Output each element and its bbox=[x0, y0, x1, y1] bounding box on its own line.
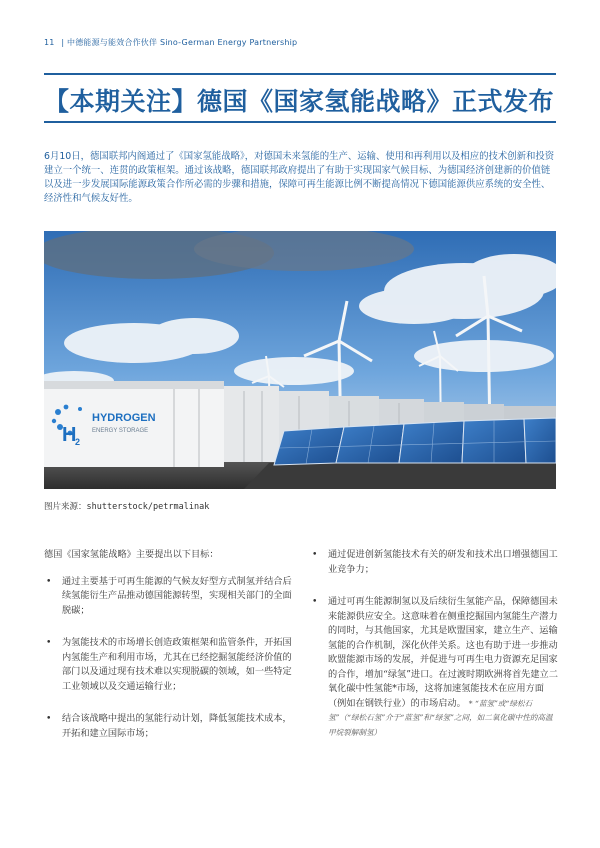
footnote: * “蓝氢”或“绿松石氢”（“绿松石氢”介于“蓝氢”和“绿氢”之间，如二氧化碳中性的高温甲烷裂解制氢） bbox=[328, 698, 553, 737]
page-number: 11 bbox=[44, 38, 55, 47]
article-title: 【本期关注】德国《国家氢能战略》正式发布 bbox=[44, 87, 555, 116]
goals-list-right bbox=[310, 548, 558, 740]
panel-subtitle: ENERGY STORAGE bbox=[92, 428, 149, 434]
h2-symbol: H bbox=[62, 424, 77, 446]
list-item bbox=[310, 548, 558, 577]
intro-paragraph: 6月10日，德国联邦内阁通过了《国家氢能战略》，对德国未来氢能的生产、运输、使用和再利用以及相应的技术创新和投资建立一个统一、连贯的政策框架。通过该战略，德国联邦政府提出了有助于实现国家气候目标、为德国经济创建新的价值链以及进一步发展国际能源政策合作所必需的步骤和措施，保障可再生能源比例不断提高情况下德国能源供应系统的安全性、经济性和气候友好性。 bbox=[44, 151, 555, 204]
hydrogen-storage-photo bbox=[44, 231, 556, 489]
title-top-rule bbox=[44, 73, 556, 75]
list-item bbox=[44, 575, 292, 619]
title-bottom-rule bbox=[44, 121, 556, 123]
bullet-dot: • bbox=[312, 549, 318, 560]
list-item bbox=[44, 712, 292, 741]
list-item-text: 通过促进创新氢能技术有关的研发和技术出口增强德国工业竞争力； bbox=[328, 549, 558, 575]
right-column bbox=[310, 548, 558, 758]
bullet-dot: • bbox=[46, 575, 52, 587]
header-separator: | bbox=[61, 38, 65, 47]
photo-illustration bbox=[44, 231, 556, 489]
goals-lead: 德国《国家氢能战略》主要提出以下目标： bbox=[44, 549, 219, 560]
running-header bbox=[44, 37, 297, 48]
list-item-text: 通过主要基于可再生能源的气候友好型方式制氢并结合后续氢能衍生产品推动德国能源转型，实现相关部门的全面脱碳； bbox=[62, 575, 292, 616]
h2-subscript: 2 bbox=[75, 437, 81, 447]
left-column bbox=[44, 548, 292, 759]
list-item-text: 通过可再生能源制氢以及后续衍生氢能产品，保障德国未来能源供应安全。这意味着在侧重挖掘国内氢能生产潜力的同时，与其他国家，尤其是欧盟国家，建立生产、运输氢能的合作机制，深化伙伴关系。这也有助于进一步推动欧盟能源市场的发展，并促进与可再生电力资源充足国家的合作，增加“绿氢”进口。在过渡时期欧洲将首先建立二氧化碳中性氢能*市场，这将加速氢能技术在应用方面（例如在钢铁行业）的市场启动。 bbox=[328, 596, 558, 709]
bullet-dot: • bbox=[312, 596, 318, 607]
list-item-text: 结合该战略中提出的氢能行动计划，降低氢能技术成本，开拓和建立国际市场； bbox=[62, 713, 292, 739]
bullet-dot: • bbox=[46, 713, 52, 724]
header-title-cn: 中德能源与能效合作伙伴 bbox=[67, 38, 158, 47]
goals-list-left bbox=[44, 575, 292, 742]
panel-title: HYDROGEN bbox=[92, 412, 156, 424]
list-item-text: 为氢能技术的市场增长创造政策框架和监管条件，开拓国内氢能生产和利用市场，尤其在已经挖掘氢能经济价值的部门以及通过现有技术难以实现脱碳的领域，如一些特定工业领域以及交通运输行业； bbox=[62, 637, 292, 692]
list-item bbox=[310, 595, 558, 740]
photo-caption: 图片来源：shutterstock/petrmalinak bbox=[44, 502, 210, 512]
bullet-dot: • bbox=[46, 637, 52, 648]
list-item bbox=[44, 636, 292, 694]
header-title-en: Sino-German Energy Partnership bbox=[159, 38, 298, 47]
